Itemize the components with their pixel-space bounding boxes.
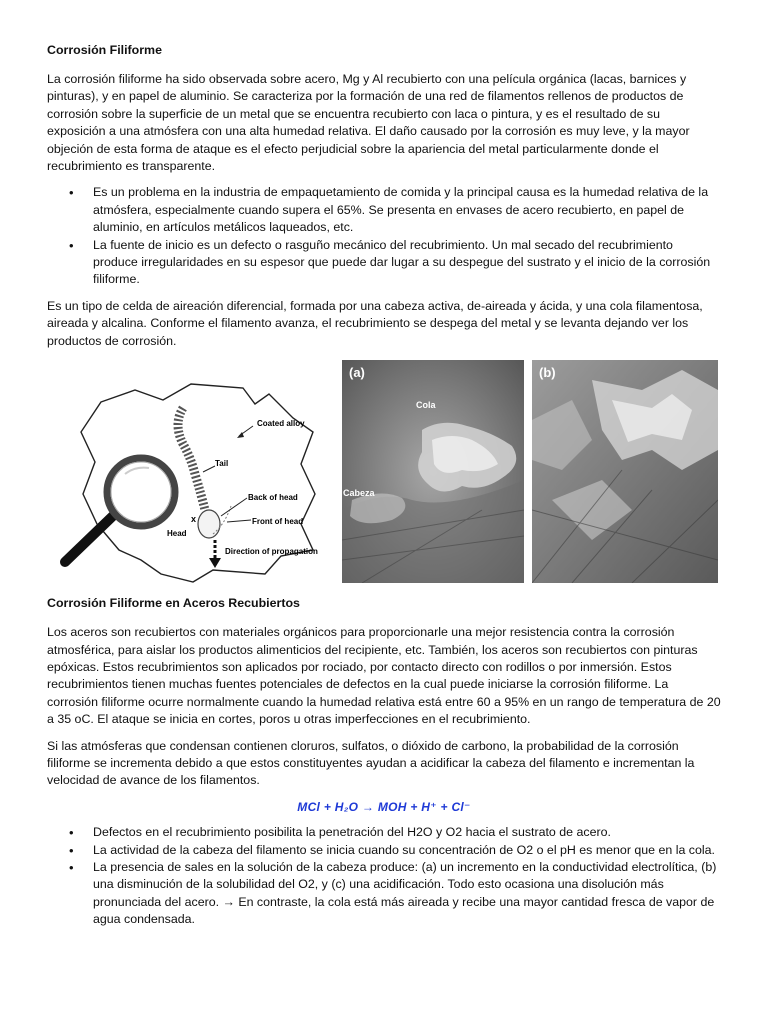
atmospheres-paragraph: Si las atmósferas que condensan contienen cloruros, sulfatos, o dióxido de carbono, la probabilidad de la corrosión filiforme se incrementa debido a que estos constituyentes ayudan a acidificar la cabeza del filamento e incrementan la velocidad de avance de los filamentos. — [47, 738, 695, 788]
list-item: • Es un problema en la industria de empaquetamiento de comida y la principal causa es la humedad relativa de la atmósfera, especialmente cuando supera el 65%. Se presenta en envases de acero recubierto, en papel de aluminio, en artículos metálicos laqueados, etc. — [47, 184, 721, 236]
label-head: Head — [167, 529, 187, 539]
sem-photo-a — [342, 360, 524, 583]
label-front-of-head: Front of head — [252, 517, 304, 527]
figure-row — [43, 360, 721, 586]
label-back-of-head: Back of head — [248, 493, 298, 503]
section-title-filiform: Corrosión Filiforme — [47, 43, 162, 57]
pointer-line — [203, 466, 215, 472]
list-item: • La fuente de inicio es un defecto o rasguño mecánico del recubrimiento. Un mal secado del recubrimiento produce irregularidades en su espesor que puede dar lugar a su despegue del sustrato y el inicio de la corrosión filiforme. — [47, 237, 721, 289]
sem-photo-b — [532, 360, 718, 583]
label-coated-alloy: Coated alloy — [257, 419, 305, 429]
pointer-line — [227, 520, 251, 522]
pointer-line — [221, 498, 247, 516]
list-item: • La presencia de sales en la solución de la cabeza produce: (a) un incremento en la conductividad electrolítica, (b) una disminución de la solubilidad del O2, y (c) una acidificación. Todo esto ocasiona una disolución más pronunciada del acero. → En contraste, la cola está más aireada y recibe una mayor cantidad fresca de vapor de agua condensada. — [47, 859, 721, 929]
sem-photo-b-image — [532, 360, 718, 583]
document-content — [47, 42, 721, 938]
section-title-coated-steels: Corrosión Filiforme en Aceros Recubiertos — [47, 596, 300, 611]
sem-photo-a-image — [342, 360, 524, 583]
head-shape — [198, 510, 220, 538]
list-item: • Defectos en el recubrimiento posibilita la penetración del H2O y O2 hacia el sustrato de acero. — [47, 824, 721, 841]
label-direction: Direction of propagation — [225, 547, 318, 557]
label-tail: Tail — [215, 459, 229, 469]
photo-b-tag: (b) — [539, 365, 556, 381]
aeration-paragraph: Es un tipo de celda de aireación diferencial, formada por una cabeza activa, de-aireada y ácida, y una cola filamentosa, aireada y alcalina. Conforme el filamento avanza, el recubrimiento se despega del metal y se levanta dejando ver los productos de corrosión. — [47, 298, 703, 348]
intro-paragraph: La corrosión filiforme ha sido observada sobre acero, Mg y Al recubierto con una película orgánica (lacas, barnices y pinturas), y en papel de aluminio. Se caracteriza por la formación de una red de filamentos rellenos de productos de corrosión sobre la superficie de un metal que se encuentra recubierto con laca o pintura, y es el resultado de su exposición a una atmósfera con una alta humedad relativa. El daño causado por la corrosión es muy leve, y la mayor objeción de esta forma de ataque es el efecto perjudicial sobre la apariencia del metal particularmente donde el recubrimiento es transparente. — [47, 72, 690, 174]
chemical-equation: MCl + H₂O → MOH + H⁺ + Cl⁻ — [297, 799, 471, 814]
list-item: • La actividad de la cabeza del filamento se inicia cuando su concentración de O2 o el pH es menor que en la cola. — [47, 842, 721, 859]
photo-a-tag: (a) — [349, 365, 365, 381]
bullet-list-2 — [47, 824, 721, 928]
bullet-list-1 — [47, 184, 721, 288]
tail-filament — [178, 408, 205, 510]
photo-a-label-cabeza: Cabeza — [343, 488, 375, 499]
label-x-mark: x — [191, 514, 197, 525]
section-coated-steels — [47, 595, 721, 929]
magnifying-glass-icon — [65, 458, 175, 562]
coatings-paragraph: Los aceros son recubiertos con materiales orgánicos para proporcionarle una mejor resistencia contra la corrosión atmosférica, para aislar los productos alimenticios del recipiente, etc. También, los aceros son recubiertos con pinturas epóxicas. Estos recubrimientos son aplicados por rociado, por contacto directo con rodillos o por inmersión. Estos recubrimientos tienen muchas fuentes potenciales de defectos en la cual puede iniciarse la corrosión filiforme. La corrosión filiforme ocurre normalmente cuando la humedad relativa está entre 60 a 95% en un rango de temperatura de 20 a 35 oC. El ataque se inicia en cortes, poros u otras imperfecciones en el recubrimiento. — [47, 625, 721, 727]
propagation-arrowhead — [209, 558, 221, 568]
filiform-diagram — [43, 374, 333, 584]
photo-a-label-cola: Cola — [416, 400, 436, 411]
